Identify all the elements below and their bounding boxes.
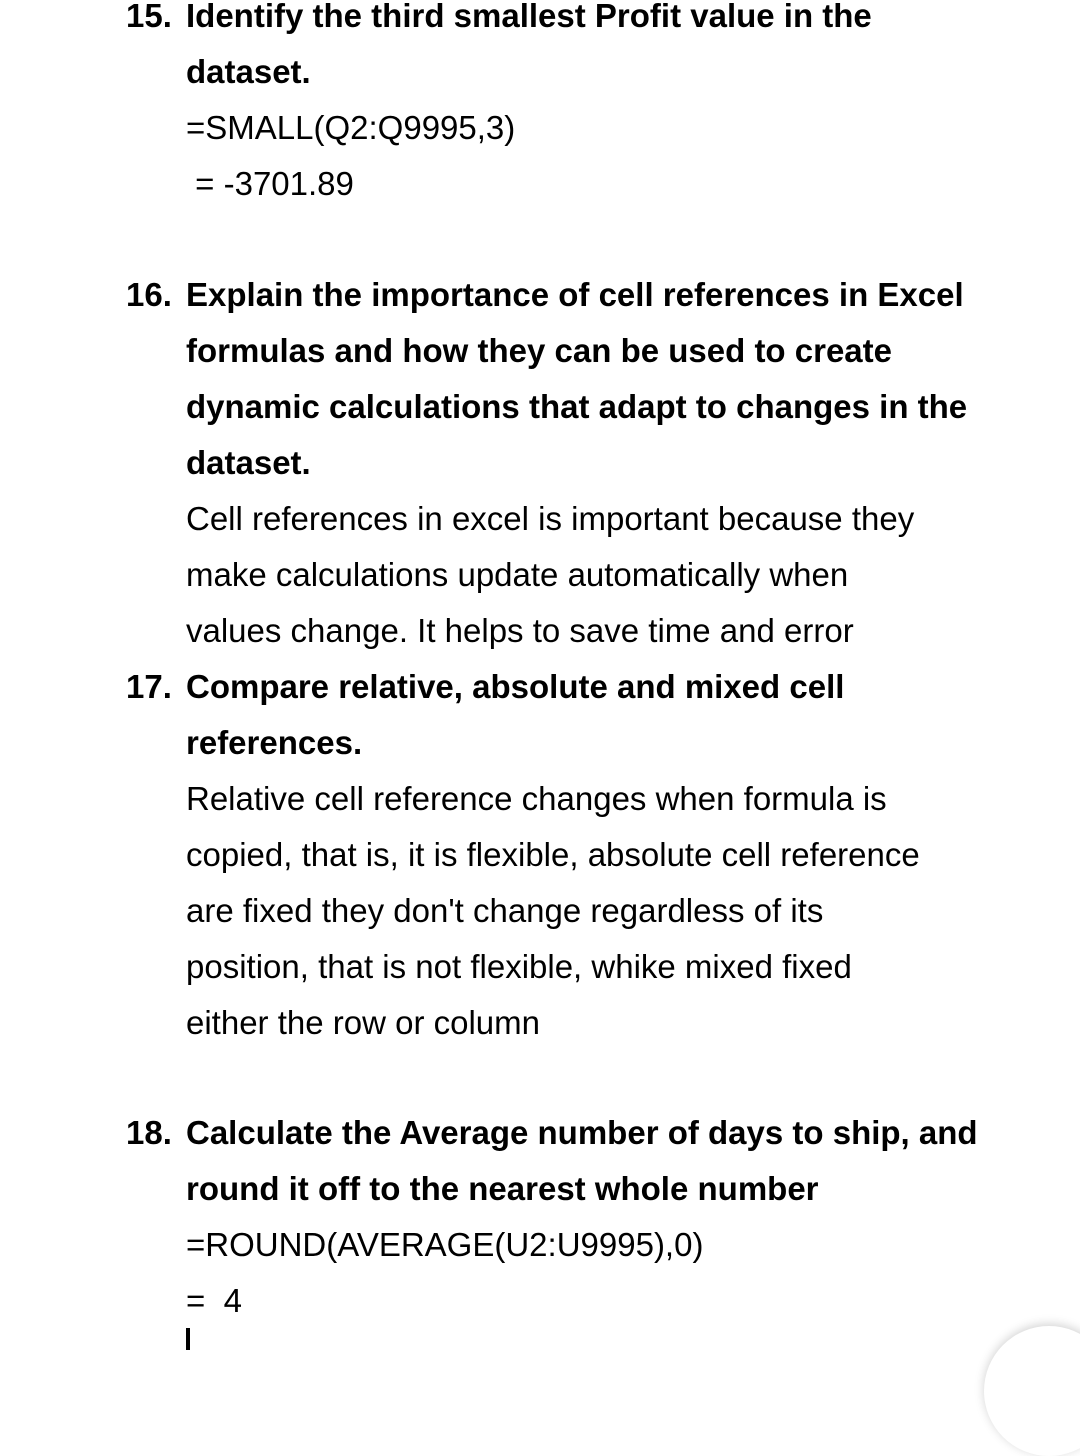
- question-text-line: Identify the third smallest Profit value in the: [186, 0, 872, 34]
- result-line: = 4: [186, 1282, 242, 1319]
- question-text-line: dynamic calculations that adapt to changes in the: [186, 388, 968, 425]
- question-number: 15.: [126, 0, 172, 34]
- floating-action-button[interactable]: [984, 1326, 1080, 1456]
- answer-line: are fixed they don't change regardless of its: [186, 892, 824, 929]
- question-text-line: dataset.: [186, 53, 311, 90]
- question-number: 16.: [126, 276, 172, 313]
- formula-line: =ROUND(AVERAGE(U2:U9995),0): [186, 1226, 704, 1263]
- question-text-line: Compare relative, absolute and mixed cell: [186, 668, 845, 705]
- answer-line: make calculations update automatically when: [186, 556, 849, 593]
- question-number: 18.: [126, 1114, 172, 1151]
- answer-line: either the row or column: [186, 1004, 540, 1041]
- question-text-line: Calculate the Average number of days to ship, and: [186, 1114, 978, 1151]
- question-text-line: round it off to the nearest whole number: [186, 1170, 819, 1207]
- answer-line: copied, that is, it is flexible, absolute cell reference: [186, 836, 920, 873]
- result-line: = -3701.89: [186, 165, 354, 202]
- question-text-line: dataset.: [186, 444, 311, 481]
- question-text-line: references.: [186, 724, 363, 761]
- answer-line: position, that is not flexible, whike mixed fixed: [186, 948, 852, 985]
- answer-line: values change. It helps to save time and error: [186, 612, 854, 649]
- question-text-line: Explain the importance of cell references in Excel: [186, 276, 964, 313]
- answer-line: Relative cell reference changes when formula is: [186, 780, 887, 817]
- answer-line: Cell references in excel is important because they: [186, 500, 915, 537]
- question-number: 17.: [126, 668, 172, 705]
- question-text-line: formulas and how they can be used to create: [186, 332, 893, 369]
- formula-line: =SMALL(Q2:Q9995,3): [186, 109, 516, 146]
